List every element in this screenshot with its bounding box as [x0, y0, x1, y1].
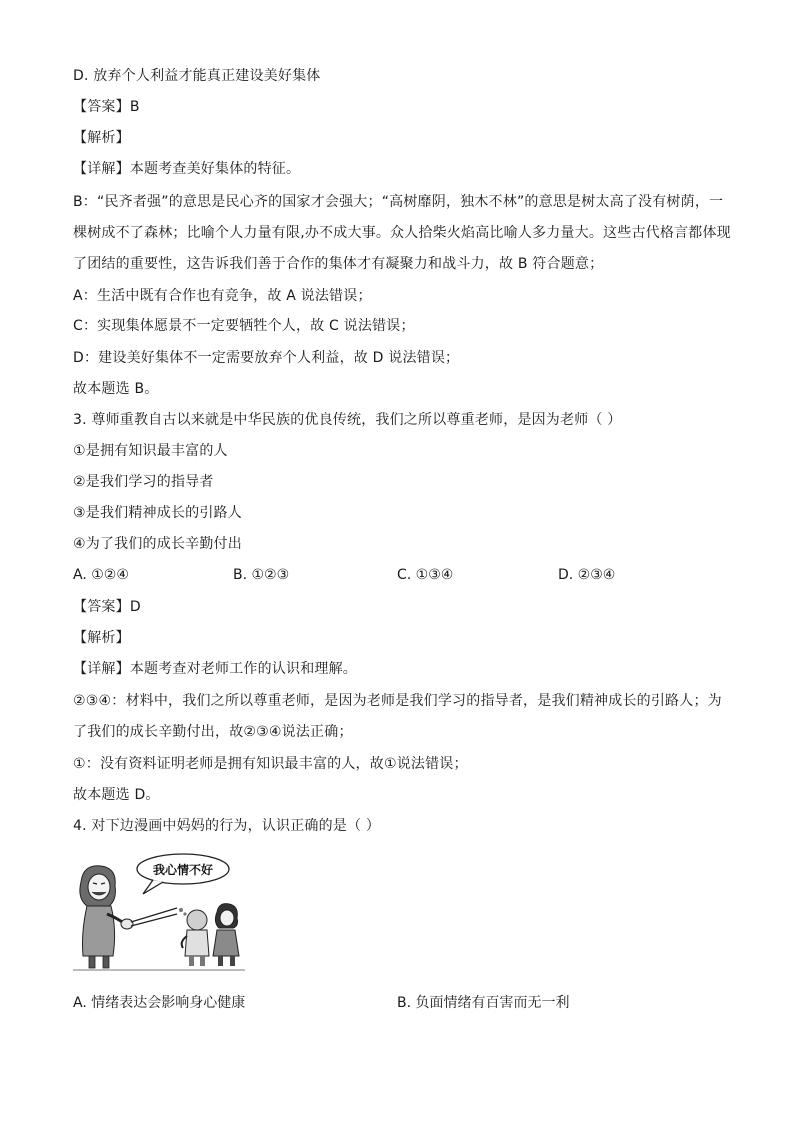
q2-para-3: 了团结的重要性，这告诉我们善于合作的集体才有凝聚力和战斗力，故 B 符合题意；	[73, 256, 604, 272]
q3-item-4: ④为了我们的成长辛勤付出	[73, 536, 242, 552]
q2-para-6: D：建设美好集体不一定需要放弃个人利益，故 D 说法错误；	[73, 350, 460, 366]
q4-stem: 4. 对下边漫画中妈妈的行为，认识正确的是（ ）	[73, 818, 381, 834]
q3-item-2: ②是我们学习的指导者	[73, 474, 214, 490]
q3-para-1: ②③④：材料中，我们之所以尊重老师，是因为老师是我们学习的指导者，是我们精神成长的引路人；为	[73, 693, 722, 709]
q3-option-b: B. ①②③	[233, 567, 290, 583]
q3-para-2: 了我们的成长辛勤付出，故②③④说法正确；	[73, 724, 353, 740]
q2-detail-line	[73, 159, 300, 179]
q3-conclusion: 故本题选 D。	[73, 787, 160, 803]
q3-option-d: D. ②③④	[558, 567, 616, 583]
answer-value: B	[129, 99, 140, 115]
speech-bubble-text: 我心情不好	[152, 863, 214, 877]
detail-text: 本题考查对老师工作的认识和理解。	[129, 661, 358, 677]
q2-para-2: 棵树成不了森林；比喻个人力量有限,办不成大事。众人拾柴火焰高比喻人多力量大。这些古代格言都体现	[73, 225, 731, 241]
q3-option-c: C. ①③④	[397, 567, 454, 583]
q3-stem: 3. 尊师重教自古以来就是中华民族的优良传统，我们之所以尊重老师，是因为老师（ ）	[73, 412, 622, 428]
q2-option-d: D. 放弃个人利益才能真正建设美好集体	[73, 68, 321, 84]
q3-item-1: ①是拥有知识最丰富的人	[73, 443, 228, 459]
answer-tag: 【答案】	[73, 599, 130, 615]
q3-analysis-tag: 【解析】	[73, 630, 130, 646]
q2-para-1: B：“民齐者强”的意思是民心齐的国家才会强大；“高树靡阴，独木不林”的意思是树太高了没有树荫，一	[73, 194, 724, 210]
q3-option-a: A. ①②④	[73, 567, 129, 583]
q2-analysis-tag: 【解析】	[73, 130, 130, 146]
cartoon-illustration	[73, 852, 245, 974]
q3-detail-line	[73, 659, 357, 679]
q3-para-3: ①：没有资料证明老师是拥有知识最丰富的人，故①说法错误；	[73, 756, 468, 772]
q2-answer-line	[73, 97, 140, 117]
detail-tag: 【详解】	[73, 661, 130, 677]
q2-conclusion: 故本题选 B。	[73, 381, 159, 397]
q3-item-3: ③是我们精神成长的引路人	[73, 505, 242, 521]
q4-option-a: A. 情绪表达会影响身心健康	[73, 995, 246, 1011]
q3-answer-line	[73, 597, 141, 617]
q2-para-4: A：生活中既有合作也有竞争，故 A 说法错误；	[73, 288, 372, 304]
detail-text: 本题考查美好集体的特征。	[129, 161, 301, 177]
q2-para-5: C：实现集体愿景不一定要牺牲个人，故 C 说法错误；	[73, 318, 415, 334]
answer-tag: 【答案】	[73, 99, 130, 115]
q4-option-b: B. 负面情绪有百害而无一利	[397, 995, 570, 1011]
detail-tag: 【详解】	[73, 161, 130, 177]
answer-value: D	[129, 599, 141, 615]
